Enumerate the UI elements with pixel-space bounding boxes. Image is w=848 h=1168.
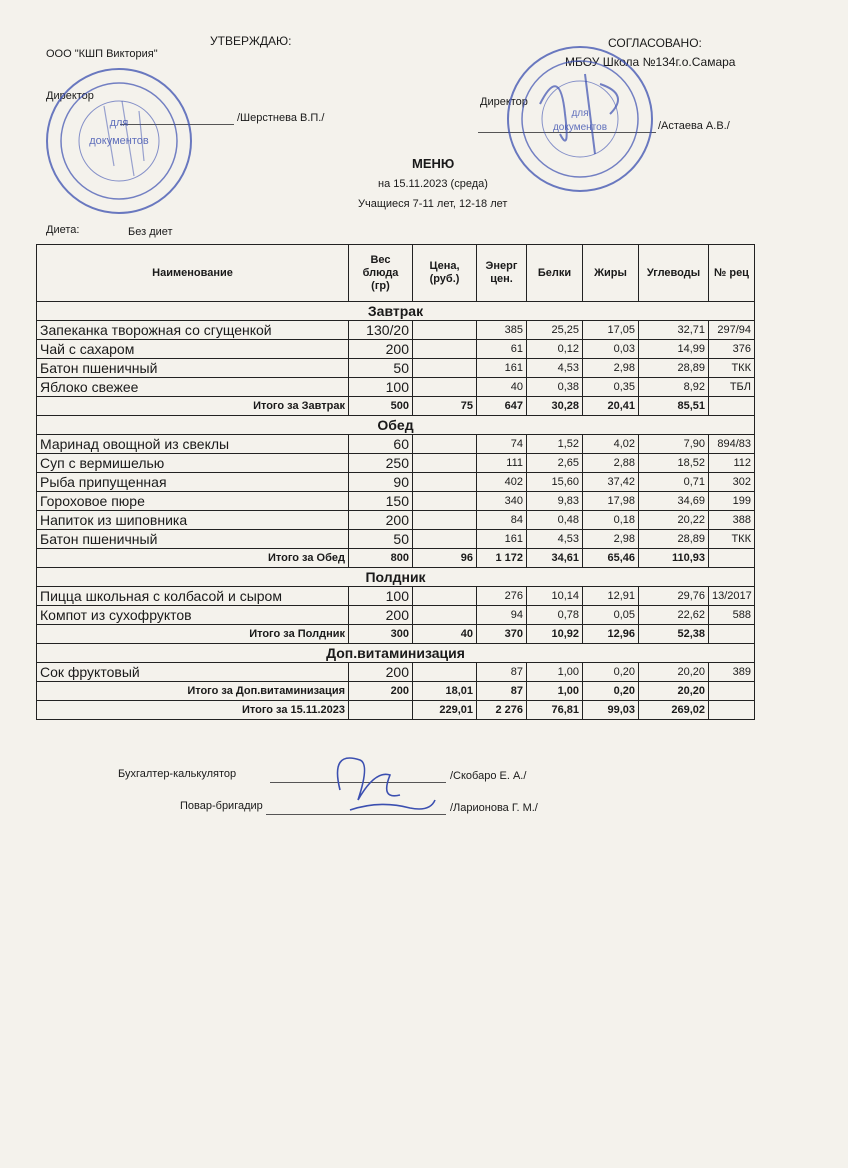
total-energy: 1 172 xyxy=(477,549,527,568)
total-row xyxy=(37,625,755,644)
dish-energy: 161 xyxy=(477,530,527,549)
total-row xyxy=(37,549,755,568)
dish-name: Гороховое пюре xyxy=(37,492,349,511)
dish-fat: 17,98 xyxy=(583,492,639,511)
total-fat: 0,20 xyxy=(583,682,639,701)
company-name: ООО "КШП Виктория" xyxy=(46,48,158,60)
dish-weight: 50 xyxy=(349,359,413,378)
table-row xyxy=(37,359,755,378)
dish-weight: 130/20 xyxy=(349,321,413,340)
stamp-right-top: для xyxy=(571,108,589,119)
column-header: Жиры xyxy=(583,245,639,302)
total-fat: 65,46 xyxy=(583,549,639,568)
dish-weight: 100 xyxy=(349,587,413,606)
approve-label: УТВЕРЖДАЮ: xyxy=(210,34,292,48)
dish-energy: 402 xyxy=(477,473,527,492)
dish-weight: 250 xyxy=(349,454,413,473)
dish-protein: 25,25 xyxy=(527,321,583,340)
dish-price xyxy=(413,587,477,606)
dish-energy: 94 xyxy=(477,606,527,625)
dish-name: Чай с сахаром xyxy=(37,340,349,359)
column-header: Наименование xyxy=(37,245,349,302)
dish-price xyxy=(413,435,477,454)
dish-price xyxy=(413,359,477,378)
total-protein: 10,92 xyxy=(527,625,583,644)
dish-weight: 60 xyxy=(349,435,413,454)
diet-label: Диета: xyxy=(46,224,80,236)
total-energy: 370 xyxy=(477,625,527,644)
dish-fat: 17,05 xyxy=(583,321,639,340)
director-right-name: /Астаева А.В./ xyxy=(658,120,730,132)
dish-carbs: 7,90 xyxy=(639,435,709,454)
dish-carbs: 14,99 xyxy=(639,340,709,359)
table-row xyxy=(37,435,755,454)
dish-recipe: ТКК xyxy=(709,530,755,549)
column-header: Энерг цен. xyxy=(477,245,527,302)
dish-fat: 2,98 xyxy=(583,359,639,378)
menu-table xyxy=(36,244,755,720)
dish-carbs: 20,20 xyxy=(639,663,709,682)
column-header: Белки xyxy=(527,245,583,302)
dish-recipe: 389 xyxy=(709,663,755,682)
table-row xyxy=(37,492,755,511)
dish-weight: 200 xyxy=(349,340,413,359)
total-label: Итого за Обед xyxy=(37,549,349,568)
dish-price xyxy=(413,606,477,625)
section-row xyxy=(37,302,755,321)
dish-weight: 150 xyxy=(349,492,413,511)
dish-recipe: 112 xyxy=(709,454,755,473)
total-fat: 20,41 xyxy=(583,397,639,416)
dish-weight: 200 xyxy=(349,511,413,530)
dish-fat: 0,05 xyxy=(583,606,639,625)
dish-fat: 2,88 xyxy=(583,454,639,473)
grand-total-price: 229,01 xyxy=(413,701,477,720)
dish-protein: 15,60 xyxy=(527,473,583,492)
table-row xyxy=(37,511,755,530)
grand-total-row xyxy=(37,701,755,720)
dish-carbs: 20,22 xyxy=(639,511,709,530)
total-row xyxy=(37,397,755,416)
accountant-name: /Скобаро Е. А./ xyxy=(450,770,527,782)
dish-name: Маринад овощной из свеклы xyxy=(37,435,349,454)
dish-energy: 84 xyxy=(477,511,527,530)
dish-price xyxy=(413,454,477,473)
total-fat: 12,96 xyxy=(583,625,639,644)
dish-recipe: 13/2017 xyxy=(709,587,755,606)
total-energy: 87 xyxy=(477,682,527,701)
diet-value: Без диет xyxy=(128,226,173,238)
dish-price xyxy=(413,492,477,511)
section-title: Доп.витаминизация xyxy=(37,644,755,663)
table-row xyxy=(37,530,755,549)
stamp-right-text: документов xyxy=(552,122,608,133)
section-title: Полдник xyxy=(37,568,755,587)
agree-label: СОГЛАСОВАНО: xyxy=(608,36,702,50)
dish-energy: 340 xyxy=(477,492,527,511)
dish-recipe: 199 xyxy=(709,492,755,511)
total-weight: 500 xyxy=(349,397,413,416)
total-energy: 647 xyxy=(477,397,527,416)
total-carbs: 85,51 xyxy=(639,397,709,416)
stamp-left-top: для xyxy=(109,117,129,129)
table-row xyxy=(37,340,755,359)
students-line: Учащиеся 7-11 лет, 12-18 лет xyxy=(358,198,508,210)
section-row xyxy=(37,644,755,663)
grand-total-protein: 76,81 xyxy=(527,701,583,720)
accountant-label: Бухгалтер-калькулятор xyxy=(118,768,237,780)
total-weight: 200 xyxy=(349,682,413,701)
dish-recipe: 588 xyxy=(709,606,755,625)
total-recipe xyxy=(709,625,755,644)
dish-energy: 87 xyxy=(477,663,527,682)
column-header: Вес блюда (гр) xyxy=(349,245,413,302)
dish-weight: 50 xyxy=(349,530,413,549)
dish-price xyxy=(413,378,477,397)
dish-price xyxy=(413,530,477,549)
total-recipe xyxy=(709,397,755,416)
dish-energy: 161 xyxy=(477,359,527,378)
dish-recipe: 297/94 xyxy=(709,321,755,340)
table-row xyxy=(37,321,755,340)
dish-weight: 90 xyxy=(349,473,413,492)
total-row xyxy=(37,682,755,701)
dish-weight: 200 xyxy=(349,663,413,682)
total-price: 40 xyxy=(413,625,477,644)
dish-name: Батон пшеничный xyxy=(37,359,349,378)
chef-label: Повар-бригадир xyxy=(180,800,263,812)
school-name: МБОУ Школа №134г.о.Самара xyxy=(565,55,736,69)
dish-carbs: 29,76 xyxy=(639,587,709,606)
dish-protein: 4,53 xyxy=(527,530,583,549)
dish-recipe: ТКК xyxy=(709,359,755,378)
dish-protein: 0,78 xyxy=(527,606,583,625)
grand-total-label: Итого за 15.11.2023 xyxy=(37,701,349,720)
dish-name: Суп с вермишелью xyxy=(37,454,349,473)
dish-fat: 2,98 xyxy=(583,530,639,549)
section-row xyxy=(37,568,755,587)
dish-fat: 0,35 xyxy=(583,378,639,397)
dish-weight: 100 xyxy=(349,378,413,397)
director-right-label: Директор xyxy=(480,96,528,108)
table-row xyxy=(37,587,755,606)
dish-name: Батон пшеничный xyxy=(37,530,349,549)
total-carbs: 110,93 xyxy=(639,549,709,568)
table-row xyxy=(37,473,755,492)
dish-carbs: 0,71 xyxy=(639,473,709,492)
total-weight: 300 xyxy=(349,625,413,644)
dish-price xyxy=(413,340,477,359)
dish-energy: 74 xyxy=(477,435,527,454)
total-recipe xyxy=(709,682,755,701)
dish-name: Сок фруктовый xyxy=(37,663,349,682)
dish-fat: 0,18 xyxy=(583,511,639,530)
total-price: 18,01 xyxy=(413,682,477,701)
total-weight: 800 xyxy=(349,549,413,568)
date-line: на 15.11.2023 (среда) xyxy=(378,178,488,190)
column-header: Цена, (руб.) xyxy=(413,245,477,302)
dish-price xyxy=(413,321,477,340)
dish-weight: 200 xyxy=(349,606,413,625)
dish-protein: 1,52 xyxy=(527,435,583,454)
total-carbs: 52,38 xyxy=(639,625,709,644)
total-protein: 34,61 xyxy=(527,549,583,568)
dish-recipe: 376 xyxy=(709,340,755,359)
dish-recipe: ТБЛ xyxy=(709,378,755,397)
dish-protein: 1,00 xyxy=(527,663,583,682)
dish-protein: 0,48 xyxy=(527,511,583,530)
dish-name: Запеканка творожная со сгущенкой xyxy=(37,321,349,340)
table-row xyxy=(37,606,755,625)
dish-protein: 10,14 xyxy=(527,587,583,606)
dish-carbs: 18,52 xyxy=(639,454,709,473)
dish-protein: 2,65 xyxy=(527,454,583,473)
chef-name: /Ларионова Г. М./ xyxy=(450,802,538,814)
grand-total-recipe xyxy=(709,701,755,720)
dish-name: Напиток из шиповника xyxy=(37,511,349,530)
total-label: Итого за Доп.витаминизация xyxy=(37,682,349,701)
total-protein: 30,28 xyxy=(527,397,583,416)
dish-protein: 0,12 xyxy=(527,340,583,359)
section-title: Завтрак xyxy=(37,302,755,321)
dish-protein: 9,83 xyxy=(527,492,583,511)
dish-fat: 37,42 xyxy=(583,473,639,492)
dish-energy: 40 xyxy=(477,378,527,397)
dish-energy: 276 xyxy=(477,587,527,606)
section-row xyxy=(37,416,755,435)
column-header: Углеводы xyxy=(639,245,709,302)
dish-fat: 0,03 xyxy=(583,340,639,359)
dish-carbs: 22,62 xyxy=(639,606,709,625)
director-left-name: /Шерстнева В.П./ xyxy=(237,112,325,124)
table-row xyxy=(37,663,755,682)
dish-name: Пицца школьная с колбасой и сыром xyxy=(37,587,349,606)
page-title: МЕНЮ xyxy=(412,156,455,171)
dish-price xyxy=(413,473,477,492)
dish-fat: 12,91 xyxy=(583,587,639,606)
column-header: № рец xyxy=(709,245,755,302)
dish-protein: 0,38 xyxy=(527,378,583,397)
dish-price xyxy=(413,663,477,682)
grand-total-weight xyxy=(349,701,413,720)
dish-name: Рыба припущенная xyxy=(37,473,349,492)
stamp-left xyxy=(44,66,194,216)
dish-recipe: 894/83 xyxy=(709,435,755,454)
dish-carbs: 32,71 xyxy=(639,321,709,340)
total-price: 75 xyxy=(413,397,477,416)
dish-recipe: 388 xyxy=(709,511,755,530)
table-row xyxy=(37,454,755,473)
total-label: Итого за Полдник xyxy=(37,625,349,644)
total-carbs: 20,20 xyxy=(639,682,709,701)
table-header-row xyxy=(37,245,755,302)
dish-name: Компот из сухофруктов xyxy=(37,606,349,625)
dish-carbs: 34,69 xyxy=(639,492,709,511)
dish-price xyxy=(413,511,477,530)
total-price: 96 xyxy=(413,549,477,568)
total-recipe xyxy=(709,549,755,568)
total-label: Итого за Завтрак xyxy=(37,397,349,416)
dish-carbs: 8,92 xyxy=(639,378,709,397)
grand-total-energy: 2 276 xyxy=(477,701,527,720)
handwritten-signature xyxy=(320,730,440,820)
grand-total-fat: 99,03 xyxy=(583,701,639,720)
dish-carbs: 28,89 xyxy=(639,359,709,378)
stamp-left-text: документов xyxy=(89,135,149,147)
total-protein: 1,00 xyxy=(527,682,583,701)
dish-protein: 4,53 xyxy=(527,359,583,378)
dish-name: Яблоко свежее xyxy=(37,378,349,397)
dish-recipe: 302 xyxy=(709,473,755,492)
grand-total-carbs: 269,02 xyxy=(639,701,709,720)
dish-carbs: 28,89 xyxy=(639,530,709,549)
dish-fat: 4,02 xyxy=(583,435,639,454)
stamp-right xyxy=(500,44,660,194)
dish-energy: 111 xyxy=(477,454,527,473)
table-row xyxy=(37,378,755,397)
dish-energy: 385 xyxy=(477,321,527,340)
dish-fat: 0,20 xyxy=(583,663,639,682)
section-title: Обед xyxy=(37,416,755,435)
dish-energy: 61 xyxy=(477,340,527,359)
director-left-label: Директор xyxy=(46,90,94,102)
